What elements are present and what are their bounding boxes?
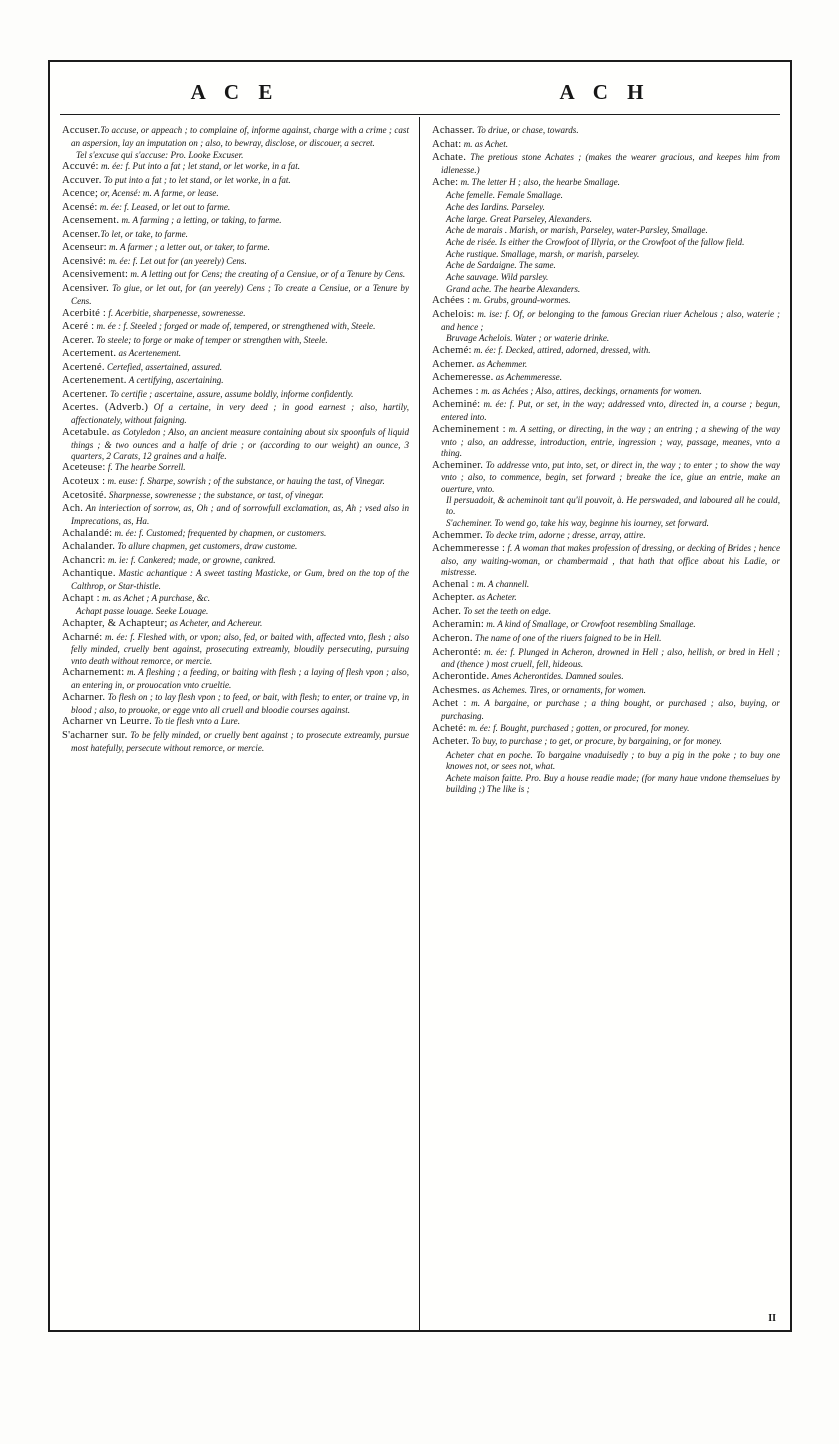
- entry-gloss: m. ée: f. Put, or set, in the way; addressed vnto, directed in, a course ; begun, entered into.: [441, 399, 780, 423]
- entry-headword: Achancri:: [62, 554, 106, 566]
- entry-headword: Acensiver.: [62, 282, 110, 294]
- entry-gloss: Sharpnesse, sowrenesse ; the substance, or tast, of vinegar.: [106, 489, 324, 500]
- entry-headword: Achesmes.: [432, 684, 480, 696]
- entry-gloss: m. Grubs, ground-wormes.: [470, 295, 571, 306]
- dictionary-entry: [432, 543, 780, 578]
- entry-headword: Achantique.: [62, 568, 116, 580]
- dictionary-entry: [62, 541, 409, 554]
- entry-gloss: as Achemes. Tires, or ornaments, for women.: [480, 684, 646, 695]
- entry-gloss: Of a certaine, in very deed ; in good earnest ; also, hartily, affectionately, without faigning.: [71, 402, 409, 426]
- entry-gloss: m. The letter H ; also, the hearbe Smallage.: [458, 176, 620, 187]
- running-head-left: A C E: [190, 79, 280, 104]
- entry-gloss: Ache de Sardaigne. The same.: [446, 260, 556, 271]
- dictionary-entry: [432, 372, 780, 385]
- entry-gloss: m. ée: f. Leased, or let out to farme.: [97, 201, 231, 212]
- entry-headword: Acher.: [432, 605, 462, 617]
- entry-headword: Achalandé:: [62, 527, 113, 539]
- dictionary-entry: [432, 460, 780, 495]
- entry-gloss: f. Acerbitie, sharpenesse, sowrenesse.: [106, 307, 246, 318]
- dictionary-entry: [62, 593, 409, 606]
- entry-headword: Acherontide.: [432, 671, 490, 683]
- entry-headword: Achate.: [432, 152, 467, 164]
- dictionary-entry: [62, 555, 409, 568]
- dictionary-entry: [432, 177, 780, 190]
- entry-gloss: Grand ache. The hearbe Alexanders.: [446, 283, 581, 294]
- dictionary-entry: [62, 476, 409, 489]
- entry-gloss: m. ée: f. Fleshed with, or vpon; also, fed, or baited with, affected vnto, flesh ; also felly minded, cruelly bent against, prosecuting extreamly, bloudily persecuting, pursuing vnto death without remorce, or mercie.: [71, 631, 409, 666]
- entry-headword: Achalander.: [62, 541, 116, 553]
- entry-headword: Acertenement.: [62, 375, 127, 387]
- dictionary-entry: [62, 402, 409, 426]
- dictionary-entry: [62, 256, 409, 269]
- entry-headword: Achelois:: [432, 308, 475, 320]
- entry-headword: Acharnement:: [62, 667, 125, 679]
- entry-gloss: m. ée: f. Put into a fat ; let stand, or let worke, in a fat.: [98, 161, 301, 172]
- entry-gloss: m. as Achet.: [461, 138, 509, 149]
- entry-gloss: m. A bargaine, or purchase ; a thing bought, or purchased ; also, buying, or purchasing.: [441, 698, 780, 722]
- entry-gloss: To allure chapmen, get customers, draw custome.: [115, 541, 298, 552]
- entry-gloss: Ache sauvage. Wild parsley.: [446, 271, 549, 282]
- entry-gloss: The name of one of the riuers faigned to be in Hell.: [472, 632, 662, 643]
- dictionary-entry: [432, 260, 780, 271]
- entry-gloss: as Acertenement.: [116, 348, 181, 359]
- entry-gloss: m. A letting out for Cens; the creating of a Censiue, or of a Tenure by Cens.: [128, 269, 406, 280]
- entry-gloss: To put into a fat ; to let stand, or let worke, in a fat.: [101, 174, 291, 185]
- entry-headword: Achées :: [432, 295, 471, 307]
- entry-gloss: as Acheter.: [474, 592, 517, 603]
- entry-gloss: as Acheter, and Achereur.: [167, 617, 263, 628]
- entry-gloss: To set the teeth on edge.: [461, 605, 551, 616]
- dictionary-entry: [432, 225, 780, 236]
- entry-gloss: Achapt passe louage. Seeke Louage.: [76, 606, 209, 617]
- entry-gloss: m. ée: f. Let out for (an yeerely) Cens.: [106, 255, 247, 266]
- entry-gloss: To buy, to purchase ; to get, or procure, by bargaining, or for money.: [469, 736, 722, 747]
- dictionary-entry: [432, 698, 780, 722]
- entry-gloss: S'acheminer. To wend go, take his way, beginne his iourney, set forward.: [446, 518, 709, 529]
- page-header: [50, 62, 790, 114]
- entry-headword: Acheminer.: [432, 459, 484, 471]
- entry-gloss: To accuse, or appeach ; to complaine of, informe against, charge with a crime ; cast an aspersion, lay an imputation on ; also, to bewray, disclose, or discouer, a secret.: [71, 125, 409, 148]
- entry-headword: Acheminé:: [432, 399, 481, 411]
- dictionary-entry: [432, 152, 780, 176]
- dictionary-entry: [432, 592, 780, 605]
- dictionary-entry: [62, 348, 409, 361]
- entry-gloss: m. ée: f. Customed; frequented by chapmen, or customers.: [112, 527, 327, 538]
- dictionary-entry: [62, 202, 409, 215]
- entry-gloss: The pretious stone Achates ; (makes the wearer gracious, and keepes him from idlenesse.): [441, 152, 780, 175]
- entry-gloss: f. The hearbe Sorrell.: [105, 462, 186, 473]
- entry-gloss: as Cotyledon ; Also, an ancient measure containing about six spoonfuls of liquid things ; & two ounces and a halfe of drie ; or (according to our weight) an ounce, 3 quarters, 2 Carats, 12 graines and a halfe.: [71, 426, 409, 461]
- entry-headword: Accuver.: [62, 174, 102, 186]
- entry-gloss: Ache rustique. Smallage, marsh, or marish, parseley.: [446, 248, 640, 259]
- entry-headword: Acheté:: [432, 722, 467, 734]
- dictionary-entry: [62, 229, 409, 242]
- entry-gloss: m. A setting, or directing, in the way ; an entring ; a shewing of the way vnto ; also, an addresse, introduction, entrie, ingression ; way, passage, meanes, vnto a thing.: [441, 423, 781, 458]
- entry-headword: Acheron.: [432, 632, 473, 644]
- dictionary-entry: [62, 490, 409, 503]
- entry-headword: Acertement.: [62, 348, 117, 360]
- dictionary-entry: [62, 335, 409, 348]
- dictionary-entry: [432, 424, 780, 459]
- entry-headword: Accuvé:: [62, 161, 99, 173]
- entry-headword: Acertené.: [62, 361, 105, 373]
- entry-headword: Acensement.: [62, 215, 120, 227]
- entry-headword: Ache:: [432, 176, 459, 188]
- entry-gloss: Il persuadoit, & acheminoit tant qu'il pouvoit, à. He perswaded, and laboured all he could, to.: [446, 495, 780, 517]
- entry-gloss: Ache large. Great Parseley, Alexanders.: [446, 213, 592, 224]
- entry-headword: Achasser.: [432, 125, 475, 136]
- dictionary-entry: [62, 308, 409, 321]
- running-head-right: A C H: [559, 79, 651, 104]
- dictionary-entry: [432, 359, 780, 372]
- entry-headword: Acertener.: [62, 388, 108, 400]
- entry-gloss: m. ée: f. Bought, purchased ; gotten, or procured, for money.: [466, 722, 690, 733]
- dictionary-entry: [62, 692, 409, 716]
- entry-headword: Acetabule.: [62, 426, 110, 438]
- entry-headword: Acharné:: [62, 631, 103, 643]
- dictionary-entry: [432, 671, 780, 684]
- entry-gloss: m. A fleshing ; a feeding, or baiting with flesh ; a laying of flesh vpon ; also, an entering in, or prouocation vnto crueltie.: [71, 667, 409, 691]
- entry-headword: Achemé:: [432, 345, 472, 357]
- entry-gloss: f. A woman that makes profession of dressing, or decking of Brides ; hence also, any waiting-woman, or chambermaid , that hath that office about his Ladie, or mistresse.: [441, 543, 781, 578]
- dictionary-entry: [432, 295, 780, 308]
- dictionary-entry: [62, 375, 409, 388]
- dictionary-entry: [432, 750, 780, 772]
- dictionary-entry: [62, 462, 409, 475]
- entry-headword: Accuser.: [62, 125, 101, 136]
- entry-gloss: m. euse: f. Sharpe, sowrish ; of the substance, or hauing the tast, of Vinegar.: [105, 475, 385, 486]
- dictionary-entry: [62, 321, 409, 334]
- entry-headword: Acheter.: [432, 736, 470, 748]
- dictionary-entry: [432, 647, 780, 671]
- dictionary-entry: [62, 150, 409, 161]
- dictionary-entry: [62, 175, 409, 188]
- entry-headword: Acetosité.: [62, 489, 107, 501]
- signature-mark: II: [768, 1313, 776, 1324]
- dictionary-entry: [432, 723, 780, 736]
- entry-gloss: m. A kind of Smallage, or Crowfoot resembling Smallage.: [484, 619, 696, 630]
- dictionary-entry: [62, 242, 409, 255]
- entry-headword: Ach.: [62, 503, 84, 515]
- dictionary-entry: [62, 269, 409, 282]
- dictionary-entry: [62, 730, 409, 754]
- entry-gloss: Bruvage Achelois. Water ; or waterie drinke.: [446, 333, 610, 344]
- dictionary-entry: [432, 237, 780, 248]
- entry-headword: Acheminement :: [432, 423, 506, 435]
- entry-headword: Acertes. (Adverb.): [62, 402, 149, 414]
- entry-gloss: m. ée: f. Plunged in Acheron, drowned in Hell ; also, hellish, or bred in Hell ; and (thence ) most cruell, fell, hideous.: [441, 646, 780, 670]
- dictionary-entry: [432, 495, 780, 517]
- entry-gloss: To flesh on ; to lay flesh vpon ; to feed, or bait, with flesh; to enter, or traine vp, in blood ; also, to prouoke, or egge vnto all cruell and bloodie courses against.: [71, 691, 409, 715]
- entry-gloss: To driue, or chase, towards.: [474, 125, 579, 135]
- entry-gloss: To be felly minded, or cruelly bent against ; to prosecute extreamly, pursue most hatefully, persecute without remorce, or mercie.: [71, 729, 410, 753]
- dictionary-entry: [432, 125, 780, 138]
- entry-headword: Achapter, & Achapteur;: [62, 617, 168, 629]
- dictionary-entry: [62, 568, 409, 592]
- entry-gloss: m. A farmer ; a letter out, or taker, to farme.: [106, 242, 270, 253]
- entry-headword: Achenal :: [432, 578, 475, 590]
- entry-headword: Acharner vn Leurre.: [62, 716, 152, 728]
- entry-headword: Acenser.: [62, 228, 101, 240]
- dictionary-entry: [432, 530, 780, 543]
- entry-gloss: Certefied, assertained, assured.: [104, 361, 223, 372]
- entry-gloss: m. as Achet ; A purchase, &c.: [99, 592, 211, 603]
- entry-gloss: Ache femelle. Female Smallage.: [446, 190, 563, 201]
- dictionary-entry: [432, 386, 780, 399]
- dictionary-entry: [432, 579, 780, 592]
- entry-headword: Acensé:: [62, 201, 98, 213]
- entry-gloss: m. ée : f. Steeled ; forged or made of, tempered, or strengthened with, Steele.: [94, 321, 376, 332]
- dictionary-entry: [62, 161, 409, 174]
- dictionary-entry: [62, 618, 409, 631]
- entry-gloss: Tel s'excuse qui s'accuse: Pro. Looke Excuser.: [76, 149, 244, 160]
- dictionary-entry: [432, 606, 780, 619]
- entry-headword: S'acharner sur.: [62, 729, 128, 741]
- entry-gloss: or, Acensé: m. A farme, or lease.: [98, 188, 219, 199]
- entry-headword: Aceteuse:: [62, 462, 106, 474]
- dictionary-entry: [62, 427, 409, 462]
- page-frame: [48, 60, 792, 1332]
- entry-headword: Achemer.: [432, 358, 475, 370]
- entry-gloss: m. ise: f. Of, or belonging to the famous Grecian riuer Achelous ; also, waterie ; and hence ;: [441, 308, 780, 332]
- entry-gloss: Ache de marais . Marish, or marish, Parseley, water-Parsley, Smallage.: [446, 225, 708, 236]
- entry-headword: Achepter.: [432, 592, 475, 604]
- header-rule: [60, 114, 780, 115]
- text-columns: [50, 117, 790, 1330]
- dictionary-entry: [62, 389, 409, 402]
- entry-gloss: as Achemmer.: [474, 358, 528, 369]
- entry-headword: Achemmeresse :: [432, 543, 506, 555]
- dictionary-entry: [432, 736, 780, 749]
- entry-headword: Achemes :: [432, 385, 479, 397]
- dictionary-entry: [62, 667, 409, 691]
- entry-gloss: m. ée: f. Decked, attired, adorned, dressed, with.: [471, 345, 651, 356]
- dictionary-entry: [62, 188, 409, 201]
- dictionary-entry: [432, 633, 780, 646]
- entry-headword: Acence;: [62, 188, 99, 200]
- column-right: [420, 117, 790, 1330]
- entry-gloss: Ames Acherontides. Damned soules.: [489, 671, 624, 682]
- dictionary-entry: [432, 333, 780, 344]
- column-left: [50, 117, 420, 1330]
- dictionary-entry: [432, 518, 780, 529]
- entry-gloss: To let, or take, to farme.: [100, 228, 188, 239]
- dictionary-entry: [62, 528, 409, 541]
- entry-headword: Achemmer.: [432, 529, 483, 541]
- dictionary-entry: [432, 773, 780, 795]
- dictionary-entry: [62, 283, 409, 307]
- entry-gloss: Ache des Iardins. Parseley.: [446, 201, 545, 212]
- dictionary-entry: [432, 345, 780, 358]
- entry-headword: Acerbité :: [62, 307, 107, 319]
- entry-headword: Acheramin:: [432, 619, 485, 631]
- dictionary-entry: [432, 284, 780, 295]
- entry-headword: Acensivé:: [62, 255, 107, 267]
- dictionary-entry: [432, 272, 780, 283]
- entry-gloss: m. A channell.: [474, 578, 530, 589]
- entry-headword: Acensivement:: [62, 269, 129, 281]
- dictionary-entry: [432, 249, 780, 260]
- entry-gloss: m. ie: f. Cankered; made, or growne, cankred.: [105, 554, 276, 565]
- entry-headword: Achemeresse.: [432, 372, 494, 384]
- entry-headword: Achet :: [432, 698, 467, 710]
- entry-gloss: To decke trim, adorne ; dresse, array, attire.: [482, 529, 646, 540]
- entry-gloss: Mastic achantique : A sweet tasting Masticke, or Gum, bred on the top of the Calthrop, or Star-thistle.: [71, 568, 409, 592]
- dictionary-entry: [62, 362, 409, 375]
- dictionary-entry: [432, 685, 780, 698]
- entry-headword: Acheronté:: [432, 646, 482, 658]
- dictionary-entry: [62, 632, 409, 667]
- entry-gloss: A certifying, ascertaining.: [126, 375, 224, 386]
- dictionary-entry: [62, 716, 409, 729]
- entry-headword: Achapt :: [62, 592, 100, 604]
- dictionary-entry: [62, 125, 409, 149]
- entry-gloss: Acheter chat en poche. To bargaine vnaduisedly ; to buy a pig in the poke ; to buy one knowes not, or sees not, what.: [446, 749, 780, 771]
- dictionary-entry: [62, 503, 409, 527]
- dictionary-entry: [432, 309, 780, 333]
- dictionary-entry: [432, 202, 780, 213]
- entry-headword: Acenseur:: [62, 242, 107, 254]
- entry-gloss: Achete maison faitte. Pro. Buy a house readie made; (for many haue vndone themselues by building ;) The like is ;: [446, 772, 780, 794]
- entry-headword: Acharner.: [62, 691, 106, 703]
- entry-gloss: as Achemmeresse.: [493, 372, 562, 383]
- entry-gloss: To certifie ; ascertaine, assure, assume boldly, informe confidently.: [107, 388, 354, 399]
- entry-gloss: To addresse vnto, put into, set, or direct in, the way ; to enter ; to show the way vnto ; also, to commence, begin, set forward ; breake the ice, giue an entrie, make an ouerture, vnto.: [441, 459, 780, 494]
- entry-gloss: An interiection of sorrow, as, Oh ; and of sorrowfull exclamation, as, Ah ; vsed also in Imprecations, as, Ha.: [71, 503, 409, 526]
- dictionary-entry: [432, 190, 780, 201]
- dictionary-entry: [432, 139, 780, 152]
- entry-headword: Acoteux :: [62, 475, 106, 487]
- dictionary-entry: [432, 399, 780, 423]
- dictionary-entry: [62, 606, 409, 617]
- entry-headword: Acerer.: [62, 334, 95, 346]
- entry-gloss: m. A farming ; a letting, or taking, to farme.: [119, 215, 282, 226]
- entry-gloss: To steele; to forge or make of temper or strengthen with, Steele.: [94, 334, 328, 345]
- entry-gloss: To tie flesh vnto a Lure.: [151, 716, 240, 727]
- entry-gloss: m. as Achées ; Also, attires, deckings, ornaments for women.: [478, 385, 702, 396]
- entry-gloss: To giue, or let out, for (an yeerely) Cens ; To create a Censiue, or a Tenure by Cens.: [71, 282, 409, 306]
- dictionary-entry: [432, 214, 780, 225]
- dictionary-entry: [432, 619, 780, 632]
- dictionary-entry: [62, 215, 409, 228]
- entry-gloss: Ache de risée. Is either the Crowfoot of Illyria, or the Crowfoot of the fallow field.: [446, 236, 745, 247]
- entry-headword: Achat:: [432, 138, 462, 150]
- entry-headword: Aceré :: [62, 321, 95, 333]
